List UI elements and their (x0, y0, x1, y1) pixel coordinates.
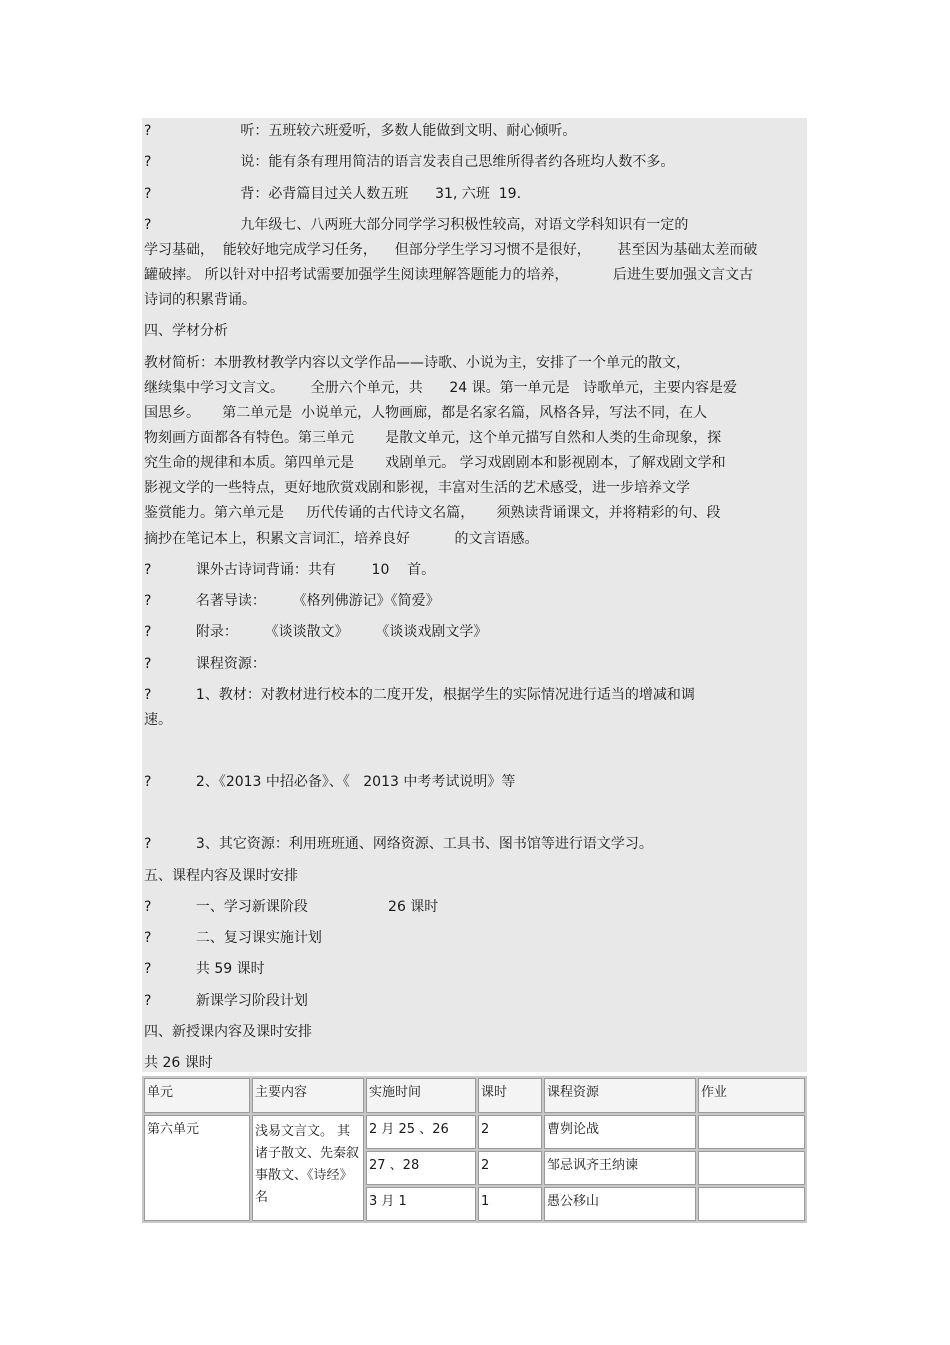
homework-cell (698, 1151, 805, 1185)
schedule-item: ? 一、学习新课阶段 26 课时 (144, 899, 439, 915)
class-analysis-line: 学习基础， 能较好地完成学习任务， 但部分学生学习习惯不是很好， 甚至因为基础太差而破 (144, 242, 758, 258)
textbook-summary-line: 摘抄在笔记本上，积累文言词汇，培养良好 的文言语感。 (144, 531, 539, 547)
resource-cell: 愚公移山 (544, 1187, 696, 1221)
textbook-summary-line: 继续集中学习文言文。 全册六个单元，共 24 课。第一单元是 诗歌单元，主要内容是爱 (144, 380, 738, 396)
class-analysis-line: 诗词的积累背诵。 (144, 292, 256, 308)
total-hours-line: 共 26 课时 (144, 1055, 213, 1071)
resource-cell: 邹忌讽齐王纳谏 (544, 1151, 696, 1185)
section-heading: 四、新授课内容及课时安排 (144, 1024, 312, 1040)
schedule-item: ? 共 59 课时 (144, 961, 265, 977)
time-cell: 27 、28 (366, 1151, 476, 1185)
poetry-recitation-line: ? 课外古诗词背诵：共有 10 首。 (144, 562, 436, 578)
schedule-item: ? 二、复习课实施计划 (144, 930, 322, 946)
header-cell: 作业 (698, 1078, 805, 1113)
unit-cell: 第六单元 (144, 1115, 250, 1221)
hours-cell: 2 (478, 1151, 542, 1185)
hours-cell: 1 (478, 1187, 542, 1221)
header-cell: 课时 (478, 1078, 542, 1113)
resource-item: ? 2、《2013 中招必备》、《 2013 中考考试说明》等 (144, 774, 516, 790)
header-cell: 主要内容 (252, 1078, 364, 1113)
textbook-summary-line: 物刻画方面都各有特色。第三单元 是散文单元，这个单元描写自然和人类的生命现象，探 (144, 430, 722, 446)
hours-cell: 2 (478, 1115, 542, 1149)
homework-cell (698, 1115, 805, 1149)
header-cell: 课程资源 (544, 1078, 696, 1113)
section-heading: 五、课程内容及课时安排 (144, 868, 298, 884)
content-cell: 浅易文言文。 其诸子散文、先秦叙事散文、《诗经》名 (252, 1115, 364, 1221)
recitation-line: ? 背：必背篇目过关人数五班 31, 六班 19. (144, 186, 522, 202)
table-header-row (144, 1078, 805, 1113)
resources-heading: ? 课程资源： (144, 656, 266, 672)
resource-item: ? 3、其它资源：利用班班通、网络资源、工具书、图书馆等进行语文学习。 (144, 836, 653, 852)
schedule-item: ? 新课学习阶段计划 (144, 993, 308, 1009)
lesson-plan-table (142, 1076, 807, 1223)
textbook-summary-line: 影视文学的一些特点，更好地欣赏戏剧和影视，丰富对生活的艺术感受，进一步培养文学 (144, 480, 690, 496)
textbook-summary-line: 鉴赏能力。第六单元是 历代传诵的古代诗文名篇， 须熟读背诵课文，并将精彩的句、段 (144, 505, 721, 521)
textbook-summary-line: 教材简析：本册教材教学内容以文学作品——诗歌、小说为主，安排了一个单元的散文， (144, 355, 690, 371)
textbook-summary-line: 国思乡。 第二单元是 小说单元，人物画廊，都是名家名篇，风格各异，写法不同，在人 (144, 405, 708, 421)
header-cell: 实施时间 (366, 1078, 476, 1113)
class-analysis-line: 罐破摔。 所以针对中招考试需要加强学生阅读理解答题能力的培养， 后进生要加强文言文古 (144, 267, 753, 283)
resource-item: ? 1、教材：对教材进行校本的二度开发，根据学生的实际情况进行适当的增减和调 (144, 687, 695, 703)
class-analysis-line: ? 九年级七、八两班大部分同学学习积极性较高，对语文学科知识有一定的 (144, 217, 689, 233)
appendix-line: ? 附录： 《谈谈散文》 《谈谈戏剧文学》 (144, 624, 488, 640)
table-row (144, 1115, 805, 1149)
time-cell: 2 月 25 、26 (366, 1115, 476, 1149)
listening-line: ? 听：五班较六班爱听，多数人能做到文明、耐心倾听。 (144, 123, 577, 139)
resource-cell: 曹刿论战 (544, 1115, 696, 1149)
resource-item: 速。 (144, 712, 172, 728)
speaking-line: ? 说：能有条有理用简洁的语言发表自己思维所得者约各班均人数不多。 (144, 154, 675, 170)
header-cell: 单元 (144, 1078, 250, 1113)
time-cell: 3 月 1 (366, 1187, 476, 1221)
section-heading: 四、学材分析 (144, 323, 228, 339)
textbook-summary-line: 究生命的规律和本质。第四单元是 戏剧单元。 学习戏剧剧本和影视剧本，了解戏剧文学和 (144, 455, 726, 471)
homework-cell (698, 1187, 805, 1221)
reading-guide-line: ? 名著导读： 《格列佛游记》《简爱》 (144, 593, 440, 609)
